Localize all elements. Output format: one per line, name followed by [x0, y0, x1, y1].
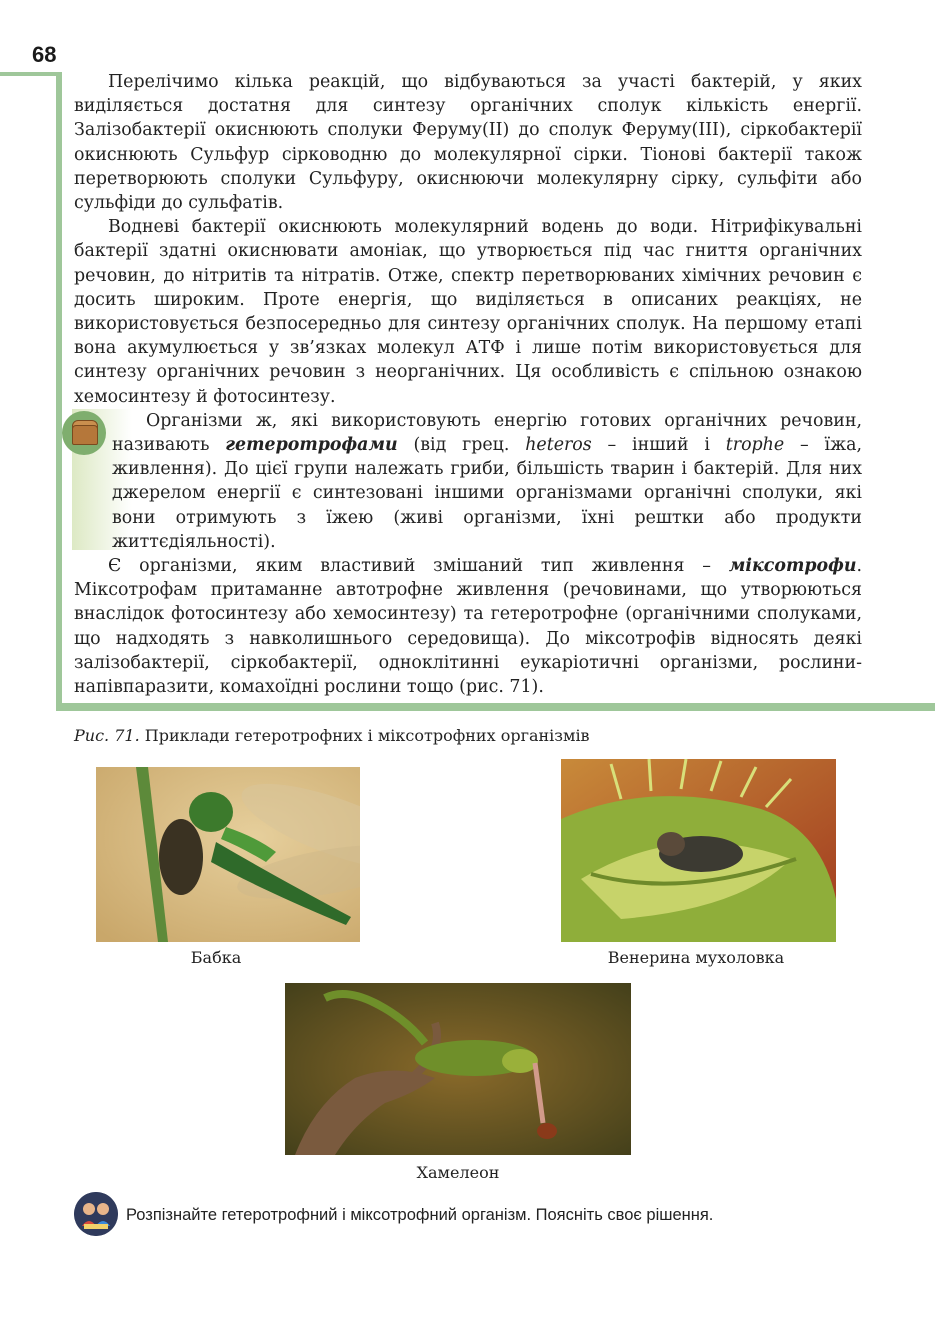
chameleon-photo: [285, 983, 631, 1155]
task: [74, 1192, 874, 1240]
dragonfly-photo: [96, 767, 360, 942]
frame-left: [56, 72, 62, 708]
frame-bottom: [56, 703, 935, 711]
task-text: Розпізнайте гетеротрофний і міксотрофний організм. Поясніть своє рішення.: [126, 1206, 714, 1224]
paragraph-4: Є організми, яким властивий змішаний тип живлення – міксотрофи. Міксотрофам притаманне автотрофне живлення (речовинами, що утворюються внаслідок фотосинтезу або хемосинтезу) та гетеротрофне (органічними сполуками, що надходять з навколишнього середовища). До міксотрофів відносять деякі залізобактерії, сіркобактерії, одноклітинні еукаріотичні організми, рослини-напівпаразити, комахоїдні рослини тощо (рис. 71).: [74, 556, 862, 698]
frame-top: [0, 72, 62, 76]
students-icon: [74, 1192, 118, 1236]
paragraph-3: Організми ж, які використовують енергію готових органічних речовин, називають гетеротрофами (від грец. heteros – інший і trophe – їжа, живлення). До цієї групи належать гриби, більшість тварин і бактерій. Для них джерелом енергії є синтезовані іншими організмами органічні сполуки, які вони отримують з їжею (живі організми, їхні рештки або продукти життєдіяльності).: [112, 410, 862, 552]
page-number: 68: [32, 42, 57, 67]
treasure-chest-icon: [62, 411, 106, 455]
term-mixotrophs: міксотрофи: [728, 556, 857, 577]
main-text: [74, 70, 862, 699]
term-heterotrophs: гетеротрофами: [225, 435, 398, 456]
flytrap-photo: [561, 759, 836, 942]
dragonfly-label: Бабка: [190, 948, 242, 967]
figure-caption: Рис. 71. Приклади гетеротрофних і міксотрофних організмів: [74, 726, 590, 745]
definition-block: [72, 409, 862, 554]
flytrap-label: Венерина мухоловка: [607, 948, 785, 967]
paragraph-1: Перелічимо кілька реакцій, що відбуваються за участі бактерій, у яких виділяється достатня для синтезу органічних сполук кількість енергії. Залізобактерії окиснюють сполуки Феруму(II) до сполук Феруму(III), сіркобактерії окиснюють Сульфур сірководню до молекулярної сірки. Тіонові бактерії також перетворюють сполуки Сульфуру, окиснюючи молекулярну сірку, сульфіти або сульфіди до сульфатів.: [74, 72, 862, 214]
paragraph-2: Водневі бактерії окиснюють молекулярний водень до води. Нітрифікувальні бактерії здатні окиснювати амоніак, що утворюється під час гниття органічних речовин, до нітритів та нітратів. Отже, спектр перетворюваних хімічних речовин є досить широким. Проте енергія, що виділяється в описаних реакціях, не використовується безпосередньо для синтезу органічних сполук. На першому етапі вона акумулюється у зв’язках молекул АТФ і лише потім використовується для синтезу органічних речовин з неорганічних. Ця особливість є спільною ознакою хемосинтезу й фотосинтезу.: [74, 217, 862, 407]
chameleon-label: Хамелеон: [416, 1163, 500, 1182]
